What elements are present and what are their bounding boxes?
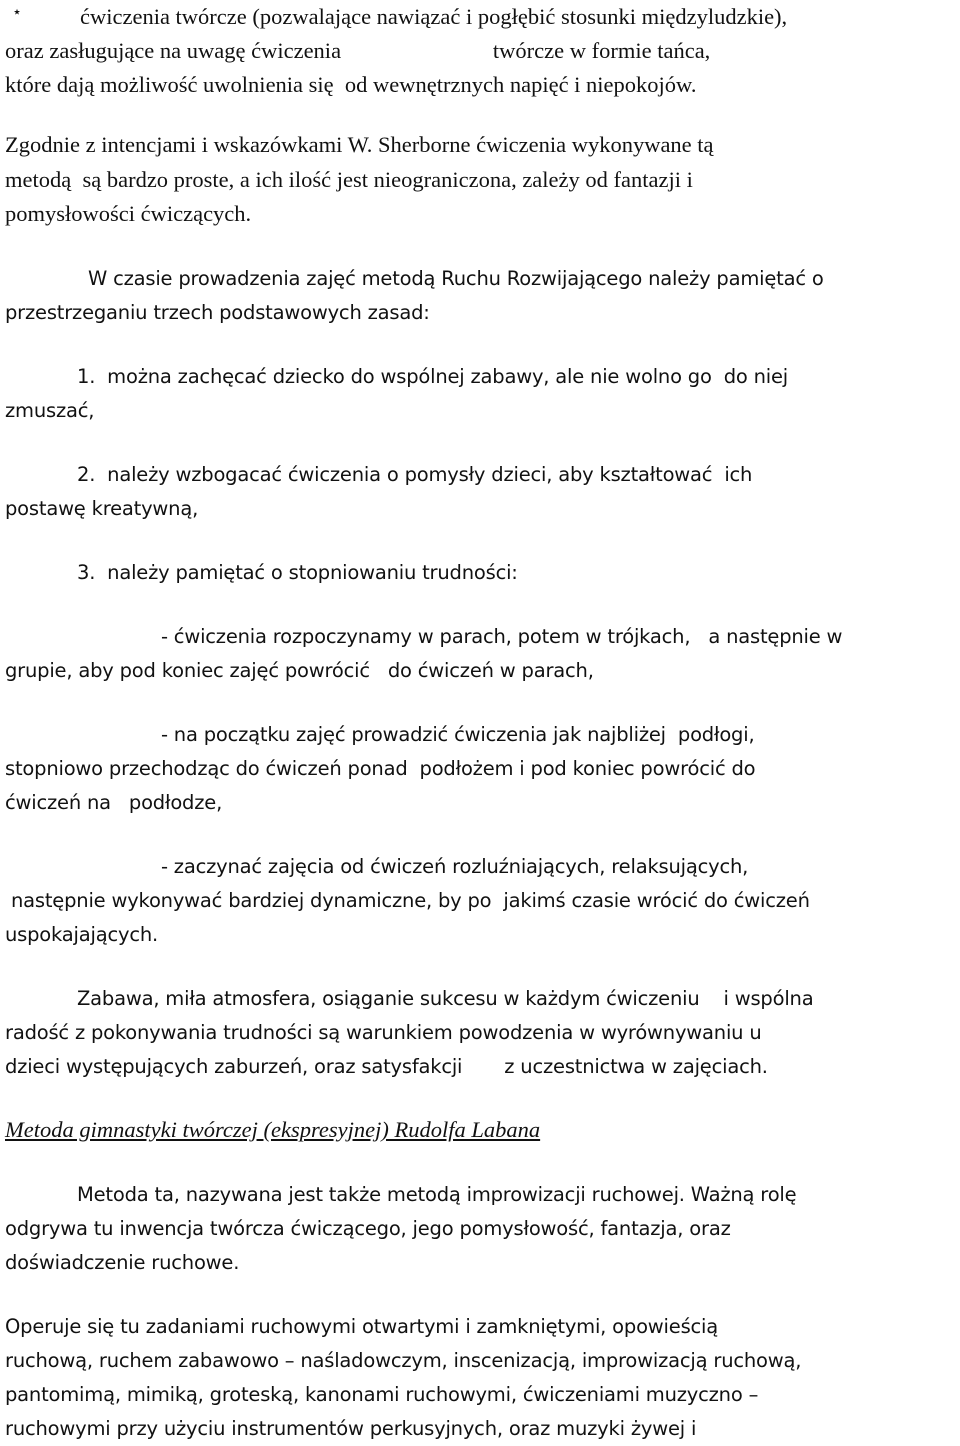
bullet-line-2: oraz zasługujące na uwagę ćwiczenia twórcze w formie tańca, bbox=[5, 38, 711, 63]
sub-item-2-line-1: - na początku zajęć prowadzić ćwiczenia jak najbliżej podłogi, bbox=[5, 723, 755, 746]
laban-p2-line-4: ruchowymi przy użyciu instrumentów perkusyjnych, oraz muzyki żywej i bbox=[5, 1417, 697, 1440]
laban-p1-line-2: odgrywa tu inwencja twórcza ćwiczącego, jego pomysłowość, fantazja, oraz bbox=[5, 1217, 731, 1240]
laban-p2-line-3: pantomimą, mimiką, groteską, kanonami ruchowymi, ćwiczeniami muzyczno – bbox=[5, 1383, 759, 1406]
sub-item-2-line-2: stopniowo przechodząc do ćwiczeń ponad podłożem i pod koniec powrócić do bbox=[5, 757, 756, 780]
summary-line-2: radość z pokonywania trudności są warunkiem powodzenia w wyrównywaniu u bbox=[5, 1021, 762, 1044]
summary-line-3: dzieci występujących zaburzeń, oraz satysfakcji z uczestnictwa w zajęciach. bbox=[5, 1055, 768, 1078]
sherborne-line-2: metodą są bardzo proste, a ich ilość jest nieograniczona, zależy od fantazji i bbox=[5, 167, 693, 192]
laban-p2-line-2: ruchową, ruchem zabawowo – naśladowczym, inscenizacją, improwizacją ruchową, bbox=[5, 1349, 802, 1372]
sub-item-3-line-2: następnie wykonywać bardziej dynamiczne, by po jakimś czasie wrócić do ćwiczeń bbox=[5, 889, 810, 912]
laban-p1-line-3: doświadczenie ruchowe. bbox=[5, 1251, 240, 1274]
sherborne-line-3: pomysłowości ćwiczących. bbox=[5, 201, 252, 226]
sub-item-1-line-2: grupie, aby pod koniec zajęć powrócić do ćwiczeń w parach, bbox=[5, 659, 594, 682]
section-heading-laban: Metoda gimnastyki twórczej (ekspresyjnej) Rudolfa Labana bbox=[5, 1117, 541, 1142]
sherborne-line-1: Zgodnie z intencjami i wskazówkami W. Sherborne ćwiczenia wykonywane tą bbox=[5, 132, 714, 157]
rules-intro-line-2: przestrzeganiu trzech podstawowych zasad: bbox=[5, 301, 430, 324]
laban-p2-line-1: Operuje się tu zadaniami ruchowymi otwartymi i zamkniętymi, opowieścią bbox=[5, 1315, 719, 1338]
rule-2-line-1: 2. należy wzbogacać ćwiczenia o pomysły dzieci, aby kształtować ich bbox=[5, 463, 753, 486]
rule-2-line-2: postawę kreatywną, bbox=[5, 497, 199, 520]
sub-item-3-line-3: uspokajających. bbox=[5, 923, 159, 946]
sub-item-3-line-1: - zaczynać zajęcia od ćwiczeń rozluźniających, relaksujących, bbox=[5, 855, 749, 878]
bullet-star-icon: ⋆ bbox=[12, 2, 23, 21]
bullet-line-1: ćwiczenia twórcze (pozwalające nawiązać i pogłębić stosunki międzyludzkie), bbox=[80, 4, 788, 29]
rules-intro-line-1: W czasie prowadzenia zajęć metodą Ruchu Rozwijającego należy pamiętać o bbox=[82, 267, 824, 290]
rule-3-line-1: 3. należy pamiętać o stopniowaniu trudności: bbox=[5, 561, 518, 584]
bullet-line-3: które dają możliwość uwolnienia się od wewnętrznych napięć i niepokojów. bbox=[5, 72, 697, 97]
sub-item-1-line-1: - ćwiczenia rozpoczynamy w parach, potem w trójkach, a następnie w bbox=[5, 625, 843, 648]
sub-item-2-line-3: ćwiczeń na podłodze, bbox=[5, 791, 223, 814]
rule-1-line-1: 1. można zachęcać dziecko do wspólnej zabawy, ale nie wolno go do niej bbox=[5, 365, 789, 388]
laban-p1-line-1: Metoda ta, nazywana jest także metodą improwizacji ruchowej. Ważną rolę bbox=[5, 1183, 797, 1206]
summary-line-1: Zabawa, miła atmosfera, osiąganie sukcesu w każdym ćwiczeniu i wspólna bbox=[5, 987, 814, 1010]
rule-1-line-2: zmuszać, bbox=[5, 399, 95, 422]
